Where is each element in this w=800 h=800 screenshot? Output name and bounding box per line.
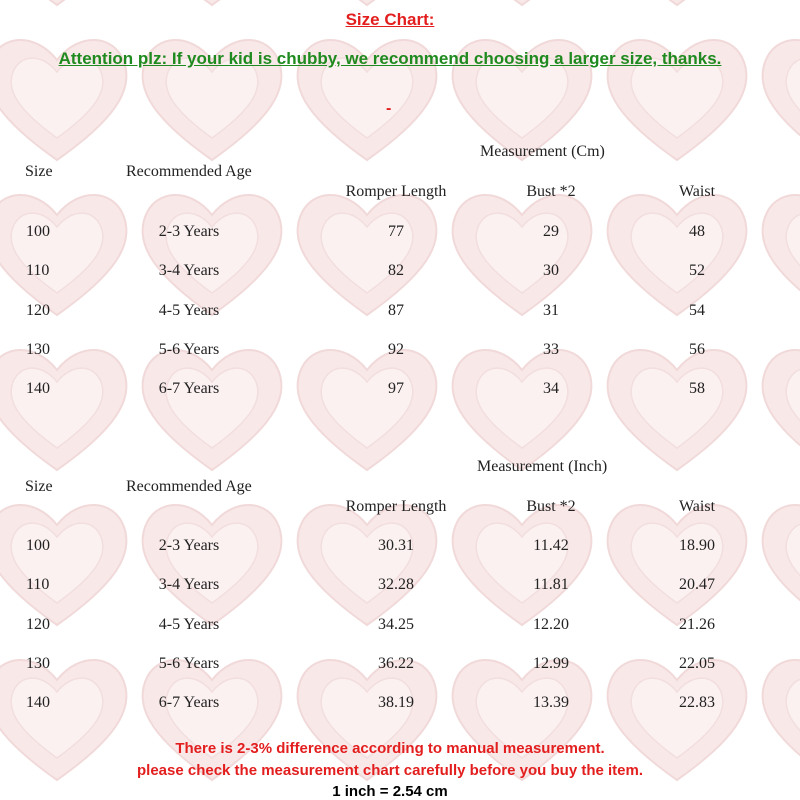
cell-size: 100 <box>26 223 50 240</box>
cell-romper-length: 97 <box>388 380 404 397</box>
cell-age: 3-4 Years <box>158 262 220 279</box>
cell-waist: 22.83 <box>679 694 715 711</box>
cell-size: 120 <box>26 302 50 319</box>
header-bust: Bust *2 <box>526 183 576 200</box>
header-waist: Waist <box>678 183 716 200</box>
cell-size: 120 <box>26 616 50 633</box>
measurement-difference-note: There is 2-3% difference according to manual measurement. <box>175 740 605 757</box>
cell-bust: 29 <box>543 223 559 240</box>
cell-age: 2-3 Years <box>158 537 220 554</box>
cell-romper-length: 32.28 <box>378 576 414 593</box>
cell-age: 4-5 Years <box>158 616 220 633</box>
cell-age: 6-7 Years <box>158 694 220 711</box>
cell-waist: 48 <box>689 223 705 240</box>
cell-size: 140 <box>26 694 50 711</box>
cell-bust: 30 <box>543 262 559 279</box>
cell-waist: 21.26 <box>679 616 715 633</box>
cell-waist: 56 <box>689 341 705 358</box>
cell-bust: 34 <box>543 380 559 397</box>
cell-waist: 22.05 <box>679 655 715 672</box>
header-romper-length: Romper Length <box>345 498 447 515</box>
header-bust: Bust *2 <box>526 498 576 515</box>
cell-romper-length: 92 <box>388 341 404 358</box>
cell-waist: 54 <box>689 302 705 319</box>
header-romper-length: Romper Length <box>345 183 447 200</box>
measurement-unit-label: Measurement (Inch) <box>477 458 608 475</box>
cell-bust: 11.81 <box>533 576 569 593</box>
cell-bust: 12.99 <box>533 655 569 672</box>
header-recommended-age: Recommended Age <box>126 478 252 495</box>
cell-bust: 33 <box>543 341 559 358</box>
cell-romper-length: 77 <box>388 223 404 240</box>
cell-size: 100 <box>26 537 50 554</box>
cell-bust: 11.42 <box>533 537 569 554</box>
cell-age: 3-4 Years <box>158 576 220 593</box>
cell-romper-length: 30.31 <box>378 537 414 554</box>
cell-age: 5-6 Years <box>158 341 220 358</box>
cell-age: 2-3 Years <box>158 223 220 240</box>
measurement-unit-label: Measurement (Cm) <box>480 143 605 160</box>
cell-size: 140 <box>26 380 50 397</box>
cell-romper-length: 38.19 <box>378 694 414 711</box>
cell-size: 130 <box>26 655 50 672</box>
cell-romper-length: 34.25 <box>378 616 414 633</box>
header-waist: Waist <box>678 498 716 515</box>
attention-notice: Attention plz: If your kid is chubby, we recommend choosing a larger size, thanks. <box>58 49 722 68</box>
cell-romper-length: 87 <box>388 302 404 319</box>
cell-bust: 13.39 <box>533 694 569 711</box>
cell-size: 130 <box>26 341 50 358</box>
header-size: Size <box>25 163 53 180</box>
header-recommended-age: Recommended Age <box>126 163 252 180</box>
size-chart-title: Size Chart: <box>345 10 435 29</box>
cell-waist: 58 <box>689 380 705 397</box>
cell-waist: 20.47 <box>679 576 715 593</box>
cell-bust: 31 <box>543 302 559 319</box>
cell-size: 110 <box>26 262 50 279</box>
check-chart-note: please check the measurement chart carefully before you buy the item. <box>136 762 643 779</box>
cell-age: 5-6 Years <box>158 655 220 672</box>
inch-cm-conversion: 1 inch = 2.54 cm <box>332 783 448 800</box>
cell-waist: 52 <box>689 262 705 279</box>
cell-romper-length: 82 <box>388 262 404 279</box>
cell-waist: 18.90 <box>679 537 715 554</box>
cell-bust: 12.20 <box>533 616 569 633</box>
header-size: Size <box>25 478 53 495</box>
cell-age: 4-5 Years <box>158 302 220 319</box>
cell-romper-length: 36.22 <box>378 655 414 672</box>
cell-size: 110 <box>26 576 50 593</box>
cell-age: 6-7 Years <box>158 380 220 397</box>
separator-dash: - <box>386 100 392 117</box>
